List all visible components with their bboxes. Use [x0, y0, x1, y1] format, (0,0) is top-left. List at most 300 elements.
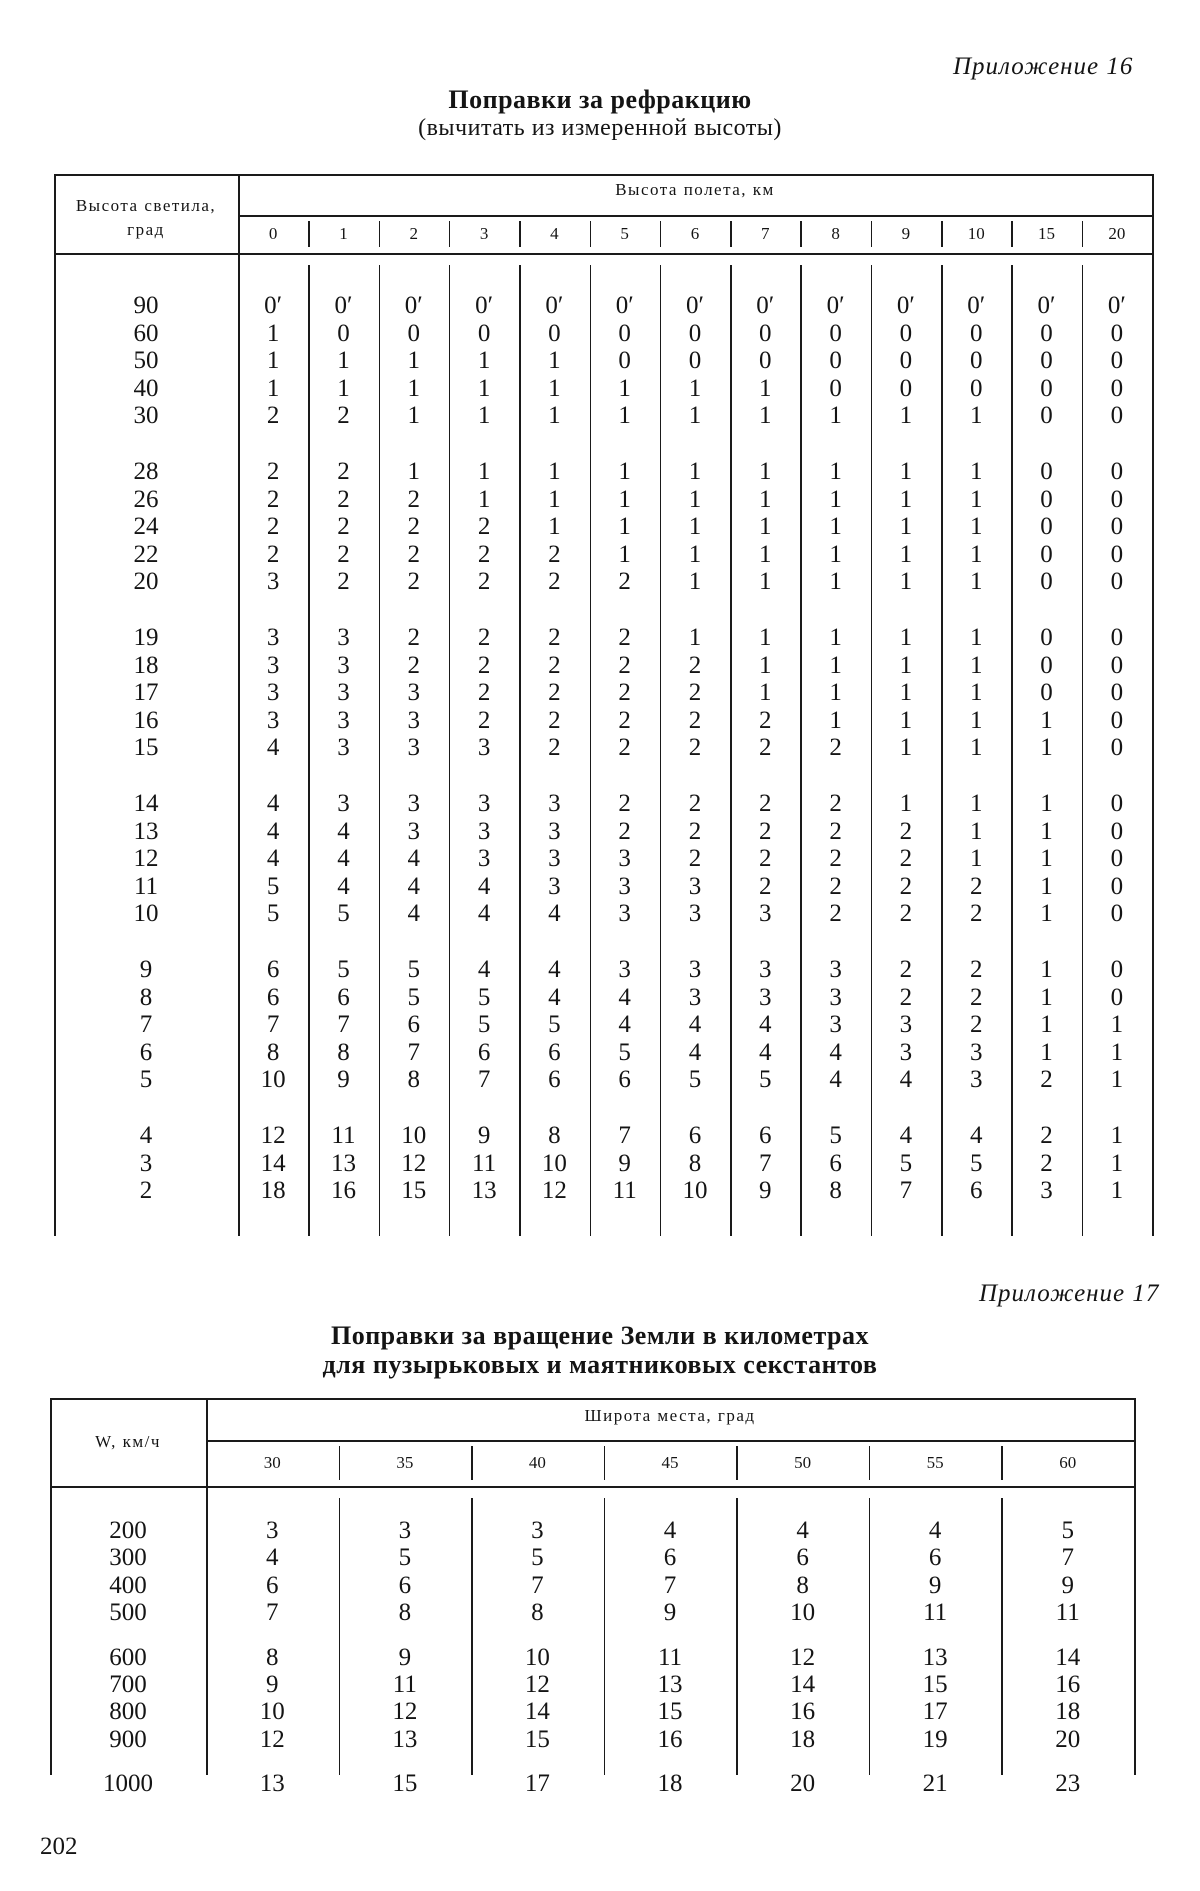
table-cell: 1: [1110, 1177, 1124, 1205]
table-cell: 3: [477, 734, 491, 762]
table-cell: 2: [618, 817, 631, 845]
table-cell: 2: [688, 706, 702, 734]
table-cell: 7: [337, 1011, 350, 1039]
table-cell: 1: [969, 679, 983, 707]
table-cell: 1: [1110, 1066, 1124, 1094]
table-cell: 11: [472, 1149, 497, 1177]
table-cell: 3: [531, 1517, 544, 1544]
table-cell: 7: [759, 1149, 772, 1177]
table-cell: 9: [266, 1671, 279, 1698]
row-label: 20: [133, 568, 159, 596]
table-cell: 2: [266, 513, 280, 541]
row-label: 7: [139, 1011, 153, 1039]
table-cell: 0: [1040, 402, 1053, 430]
column-header: 15: [1038, 224, 1056, 243]
table-cell: 0: [1110, 679, 1124, 707]
table-cell: 10: [790, 1599, 816, 1627]
table-cell: 2: [407, 540, 420, 568]
row-label: 1000: [103, 1770, 153, 1798]
table-cell: 0: [759, 347, 772, 375]
table-cell: 4: [899, 1066, 913, 1094]
table-cell: 0: [1110, 485, 1124, 513]
table-cell: 2: [688, 734, 702, 762]
table-cell: 1: [1110, 1038, 1124, 1066]
table-cell: 2: [548, 568, 561, 596]
table-cell: 2: [477, 624, 491, 651]
column-header: 20: [1108, 224, 1126, 243]
table-cell: 6: [337, 983, 350, 1011]
table-cell: 2: [407, 513, 420, 541]
table-cell: 1: [688, 568, 702, 596]
table-cell: 4: [407, 872, 420, 900]
table-cell: 13: [392, 1725, 418, 1753]
table-cell: 3: [477, 845, 491, 873]
table-cell: 2: [618, 568, 631, 596]
row-label: 26: [133, 485, 159, 513]
table-cell: 0: [1110, 817, 1124, 845]
table-cell: 1: [688, 513, 702, 541]
table-cell: 4: [266, 1544, 279, 1572]
table-cell: 4: [337, 872, 350, 900]
table-cell: 2: [477, 651, 491, 679]
table-cell: 8: [796, 1571, 809, 1599]
row-label: 18: [133, 651, 159, 679]
table-cell: 7: [407, 1038, 420, 1066]
table-cell: 1: [618, 402, 631, 430]
table-cell: 7: [266, 1599, 279, 1627]
row-label: 2: [139, 1177, 153, 1205]
table-cell: 3: [266, 679, 280, 707]
table-cell: 1: [477, 347, 491, 375]
table-cell: 12: [790, 1643, 816, 1671]
table16-title-block: [0, 85, 1200, 143]
table-cell: 0: [1110, 845, 1124, 873]
table-cell: 4: [829, 1066, 842, 1094]
table-cell: 2: [969, 1011, 983, 1039]
table-cell: 8: [688, 1149, 702, 1177]
table-cell: 2: [618, 624, 631, 651]
column-header: 55: [926, 1453, 944, 1472]
table-cell: 1: [407, 374, 420, 402]
table-cell: 8: [398, 1599, 412, 1627]
row-header: Высота светила, град: [75, 196, 217, 239]
group-header: Высота полета, км: [615, 180, 775, 199]
table-cell: 16: [330, 1177, 356, 1205]
table-cell: 11: [1055, 1599, 1080, 1627]
row-label: 500: [109, 1599, 147, 1627]
table-cell: 5: [337, 956, 350, 983]
table-cell: 1: [759, 624, 772, 651]
table-cell: 1: [759, 374, 772, 402]
table-cell: 3: [618, 845, 631, 873]
table-cell: 1: [477, 402, 491, 430]
table-cell: 9: [618, 1149, 631, 1177]
table-cell: 8: [548, 1122, 561, 1149]
table-cell: 3: [407, 679, 420, 707]
table-cell: 1: [618, 513, 631, 541]
table-cell: 0: [899, 347, 913, 375]
table-cell: 2: [266, 540, 280, 568]
table-cell: 10: [541, 1149, 567, 1177]
table-cell: 3: [337, 706, 350, 734]
table-cell: 0: [969, 374, 983, 402]
table-cell: 1: [969, 817, 983, 845]
table-cell: 1: [759, 540, 772, 568]
table-cell: 2: [407, 485, 420, 513]
table-cell: 3: [266, 651, 280, 679]
table-cell: 5: [969, 1149, 983, 1177]
table-cell: 23: [1055, 1770, 1081, 1798]
table-cell: 1: [829, 679, 842, 707]
table-cell: 2: [337, 540, 350, 568]
table-cell: 0: [1040, 624, 1053, 651]
table-cell: 0: [1110, 540, 1124, 568]
table-cell: 3: [407, 817, 420, 845]
column-header: 1: [339, 224, 348, 243]
table-cell: 2: [548, 624, 561, 651]
column-header: 9: [901, 224, 911, 243]
table-cell: 1: [1110, 1011, 1124, 1039]
table-cell: 2: [337, 568, 350, 596]
table-cell: 21: [922, 1770, 948, 1798]
table-cell: 4: [548, 983, 561, 1011]
table-cell: 1: [1040, 845, 1053, 873]
table-cell: 11: [392, 1671, 417, 1698]
table-cell: 12: [541, 1177, 567, 1205]
table-cell: 3: [618, 900, 631, 928]
table-cell: 1: [688, 374, 702, 402]
group-header-rule: [238, 215, 1152, 217]
table-cell: 9: [663, 1599, 677, 1627]
table-cell: 1: [969, 706, 983, 734]
table-cell: 3: [548, 872, 561, 900]
table-cell: 8: [266, 1643, 279, 1671]
table-cell: 4: [477, 956, 491, 983]
row-label: 800: [109, 1698, 147, 1726]
table-cell: 1: [548, 458, 561, 485]
row-label: 14: [133, 790, 159, 817]
row-label: 600: [109, 1643, 147, 1671]
table-cell: 15: [392, 1770, 418, 1798]
table-cell: 7: [266, 1011, 280, 1039]
table-cell: 1: [407, 402, 420, 430]
page-number: 202: [40, 1833, 78, 1860]
table-cell: 0: [899, 319, 913, 347]
table-cell: 1: [759, 679, 772, 707]
table-cell: 4: [337, 817, 350, 845]
table-cell: 3: [618, 872, 631, 900]
column-header: 35: [396, 1453, 414, 1472]
table-cell: 4: [618, 1011, 631, 1039]
table-cell: 1: [477, 458, 491, 485]
table-top-rule: [54, 174, 1152, 176]
table-cell: 0: [688, 347, 702, 375]
table-cell: 1: [829, 568, 842, 596]
table-cell: 5: [477, 983, 491, 1011]
table-cell: 0: [1110, 790, 1124, 817]
table-cell: 3: [899, 1038, 913, 1066]
table-cell: 12: [524, 1671, 550, 1698]
table-cell: 1: [337, 347, 350, 375]
table-cell: 2: [969, 983, 983, 1011]
table-cell: 0′: [826, 292, 845, 319]
table-cell: 0: [1110, 513, 1124, 541]
table-cell: 6: [663, 1544, 677, 1572]
table-cell: 3: [407, 790, 420, 817]
table-cell: 11: [657, 1643, 683, 1671]
table-cell: 1: [477, 485, 491, 513]
table-cell: 9: [759, 1177, 772, 1205]
table17-subtitle: для пузырьковых и маятниковых секстантов: [322, 1350, 878, 1379]
table-cell: 0: [829, 374, 842, 402]
table-cell: 0: [1110, 402, 1124, 430]
table-cell: 12: [259, 1725, 285, 1753]
row-label: 10: [133, 900, 159, 928]
row-label: 4: [139, 1122, 153, 1149]
table-cell: 3: [969, 1066, 983, 1094]
table-cell: 1: [688, 540, 702, 568]
table-cell: 1: [969, 651, 983, 679]
table-cell: 2: [899, 845, 913, 873]
row-label: 300: [109, 1544, 147, 1572]
table-cell: 0′: [967, 292, 986, 319]
table-cell: 5: [759, 1066, 772, 1094]
table-cell: 10: [401, 1122, 427, 1149]
table-cell: 3: [548, 817, 561, 845]
table-cell: 2: [477, 540, 491, 568]
table-cell: 5: [398, 1544, 412, 1572]
table-cell: 1: [969, 513, 983, 541]
table-cell: 2: [759, 790, 772, 817]
table-cell: 2: [899, 956, 913, 983]
table-cell: 3: [477, 790, 491, 817]
table-cell: 2: [829, 845, 842, 873]
table-cell: 16: [657, 1725, 683, 1753]
column-header: 60: [1059, 1453, 1077, 1472]
table-cell: 1: [829, 706, 842, 734]
table-cell: 1: [266, 347, 280, 375]
row-label: 15: [133, 734, 159, 762]
table-cell: 6: [266, 956, 280, 983]
table-cell: 8: [337, 1038, 350, 1066]
table-cell: 2: [969, 900, 983, 928]
column-header: 45: [661, 1453, 679, 1472]
table-cell: 1: [899, 513, 913, 541]
table-cell: 0′: [1107, 292, 1126, 319]
table-cell: 14: [260, 1149, 286, 1177]
table-cell: 2: [477, 568, 491, 596]
row-label: 9: [139, 956, 153, 983]
table-cell: 2: [759, 817, 772, 845]
table-cell: 0: [1110, 734, 1124, 762]
table-cell: 0: [1110, 568, 1124, 596]
table-cell: 3: [266, 568, 280, 596]
table-cell: 2: [477, 513, 491, 541]
column-header: 3: [479, 224, 489, 243]
table-cell: 6: [548, 1038, 561, 1066]
table-cell: 1: [1040, 872, 1053, 900]
table-cell: 13: [657, 1671, 683, 1698]
table-cell: 3: [829, 956, 842, 983]
table-cell: 16: [1055, 1671, 1081, 1698]
table-cell: 6: [407, 1011, 420, 1039]
table-cell: 0′: [1037, 292, 1056, 319]
table-cell: 4: [266, 790, 280, 817]
table-cell: 1: [618, 540, 631, 568]
table-cell: 1: [1040, 1011, 1053, 1039]
table-cell: 0′: [756, 292, 775, 319]
table-cell: 6: [548, 1066, 561, 1094]
table-cell: 3: [688, 872, 702, 900]
table-cell: 0′: [896, 292, 915, 319]
table-cell: 2: [548, 679, 561, 707]
table-cell: 2: [266, 402, 280, 430]
table-cell: 1: [759, 458, 772, 485]
column-header: 5: [620, 224, 629, 243]
row-label: 6: [139, 1038, 153, 1066]
table-cell: 2: [548, 734, 561, 762]
table-cell: 4: [407, 900, 420, 928]
row-label: 28: [133, 458, 159, 485]
table-cell: 16: [790, 1698, 816, 1726]
table-cell: 0′: [615, 292, 634, 319]
table-cell: 5: [1061, 1517, 1074, 1544]
header-bottom-rule: [54, 253, 1152, 255]
table-cell: 15: [922, 1671, 948, 1698]
table-cell: 3: [337, 651, 350, 679]
table-cell: 0′: [686, 292, 704, 319]
table-cell: 0: [1110, 900, 1124, 928]
table-cell: 4: [759, 1011, 772, 1039]
table-cell: 9: [1061, 1571, 1074, 1599]
table-cell: 0: [969, 347, 983, 375]
table16-subtitle: (вычитать из измеренной высоты): [418, 115, 782, 141]
table-cell: 4: [266, 734, 280, 762]
table-cell: 15: [657, 1698, 683, 1726]
table-cell: 1: [899, 706, 913, 734]
column-header: 8: [831, 224, 840, 243]
table-cell: 4: [548, 956, 561, 983]
table-cell: 4: [688, 1011, 702, 1039]
table-cell: 0: [829, 319, 842, 347]
table-cell: 1: [969, 790, 983, 817]
table-cell: 0: [1040, 374, 1053, 402]
table-cell: 2: [337, 402, 350, 430]
group-header-rule: [206, 1440, 1134, 1442]
table-cell: 18: [1055, 1698, 1081, 1726]
table-cell: 9: [477, 1122, 491, 1149]
table-cell: 6: [477, 1038, 491, 1066]
table-cell: 1: [688, 624, 702, 651]
table-cell: 3: [337, 624, 350, 651]
table-cell: 1: [477, 374, 491, 402]
table-cell: 1: [1040, 706, 1053, 734]
table-cell: 20: [790, 1770, 816, 1798]
row-label: 900: [109, 1725, 147, 1753]
table-cell: 2: [1040, 1149, 1053, 1177]
table-cell: 4: [477, 872, 491, 900]
table-cell: 2: [759, 845, 772, 873]
table-cell: 2: [688, 845, 702, 873]
table-cell: 0: [477, 319, 491, 347]
table-cell: 10: [259, 1698, 285, 1726]
table-cell: 11: [923, 1599, 948, 1627]
table-cell: 2: [618, 679, 631, 707]
table-cell: 1: [829, 485, 842, 513]
table-cell: 3: [829, 1011, 842, 1039]
table-cell: 1: [969, 845, 983, 873]
table-cell: 4: [477, 900, 491, 928]
table-cell: 1: [759, 485, 772, 513]
table-cell: 1: [1040, 983, 1053, 1011]
table-cell: 13: [330, 1149, 356, 1177]
table-cell: 1: [829, 513, 842, 541]
row-label: 200: [109, 1517, 147, 1544]
table-cell: 1: [1040, 790, 1053, 817]
table-cell: 1: [618, 458, 631, 485]
table-right-rule: [1134, 1398, 1136, 1775]
table-cell: 1: [829, 540, 842, 568]
table-cell: 7: [663, 1571, 677, 1599]
table-cell: 0: [1110, 983, 1124, 1011]
table-cell: 1: [899, 485, 913, 513]
table-cell: 1: [1040, 734, 1053, 762]
table-cell: 1: [407, 347, 420, 375]
table-cell: 2: [337, 458, 350, 485]
table-cell: 5: [266, 872, 280, 900]
table-cell: 9: [398, 1643, 412, 1671]
table-cell: 5: [829, 1122, 842, 1149]
table-cell: 7: [618, 1122, 631, 1149]
table-cell: 1: [548, 485, 561, 513]
row-label: 90: [133, 292, 159, 319]
table-cell: 0: [899, 374, 913, 402]
table-cell: 10: [524, 1643, 550, 1671]
table-cell: 8: [829, 1177, 842, 1205]
table-cell: 1: [618, 374, 631, 402]
table-cell: 3: [548, 845, 561, 873]
table-cell: 0′: [545, 292, 564, 319]
table-cell: 13: [471, 1177, 497, 1205]
table-cell: 2: [407, 624, 420, 651]
table-cell: 2: [548, 540, 561, 568]
column-header: 2: [409, 224, 418, 243]
table-cell: 5: [548, 1011, 561, 1039]
table-cell: 0: [1110, 872, 1124, 900]
table-cell: 0: [618, 319, 631, 347]
row-label: 16: [133, 706, 159, 734]
table-cell: 0: [618, 347, 631, 375]
table-cell: 0: [1040, 679, 1053, 707]
table-cell: 5: [266, 900, 280, 928]
table-cell: 2: [337, 485, 350, 513]
appendix-16-label: Приложение 16: [953, 53, 1134, 80]
table-cell: 3: [759, 983, 772, 1011]
table-cell: 0: [1110, 347, 1124, 375]
column-header: 6: [690, 224, 700, 243]
table-cell: 0: [688, 319, 702, 347]
table-cell: 3: [829, 983, 842, 1011]
table-cell: 5: [337, 900, 350, 928]
table-cell: 9: [337, 1066, 350, 1094]
table-cell: 1: [1040, 900, 1053, 928]
table-cell: 2: [407, 651, 420, 679]
table-cell: 3: [407, 734, 420, 762]
table-cell: 1: [548, 374, 561, 402]
table-cell: 3: [899, 1011, 913, 1039]
table-cell: 0: [407, 319, 420, 347]
table-cell: 2: [969, 872, 983, 900]
